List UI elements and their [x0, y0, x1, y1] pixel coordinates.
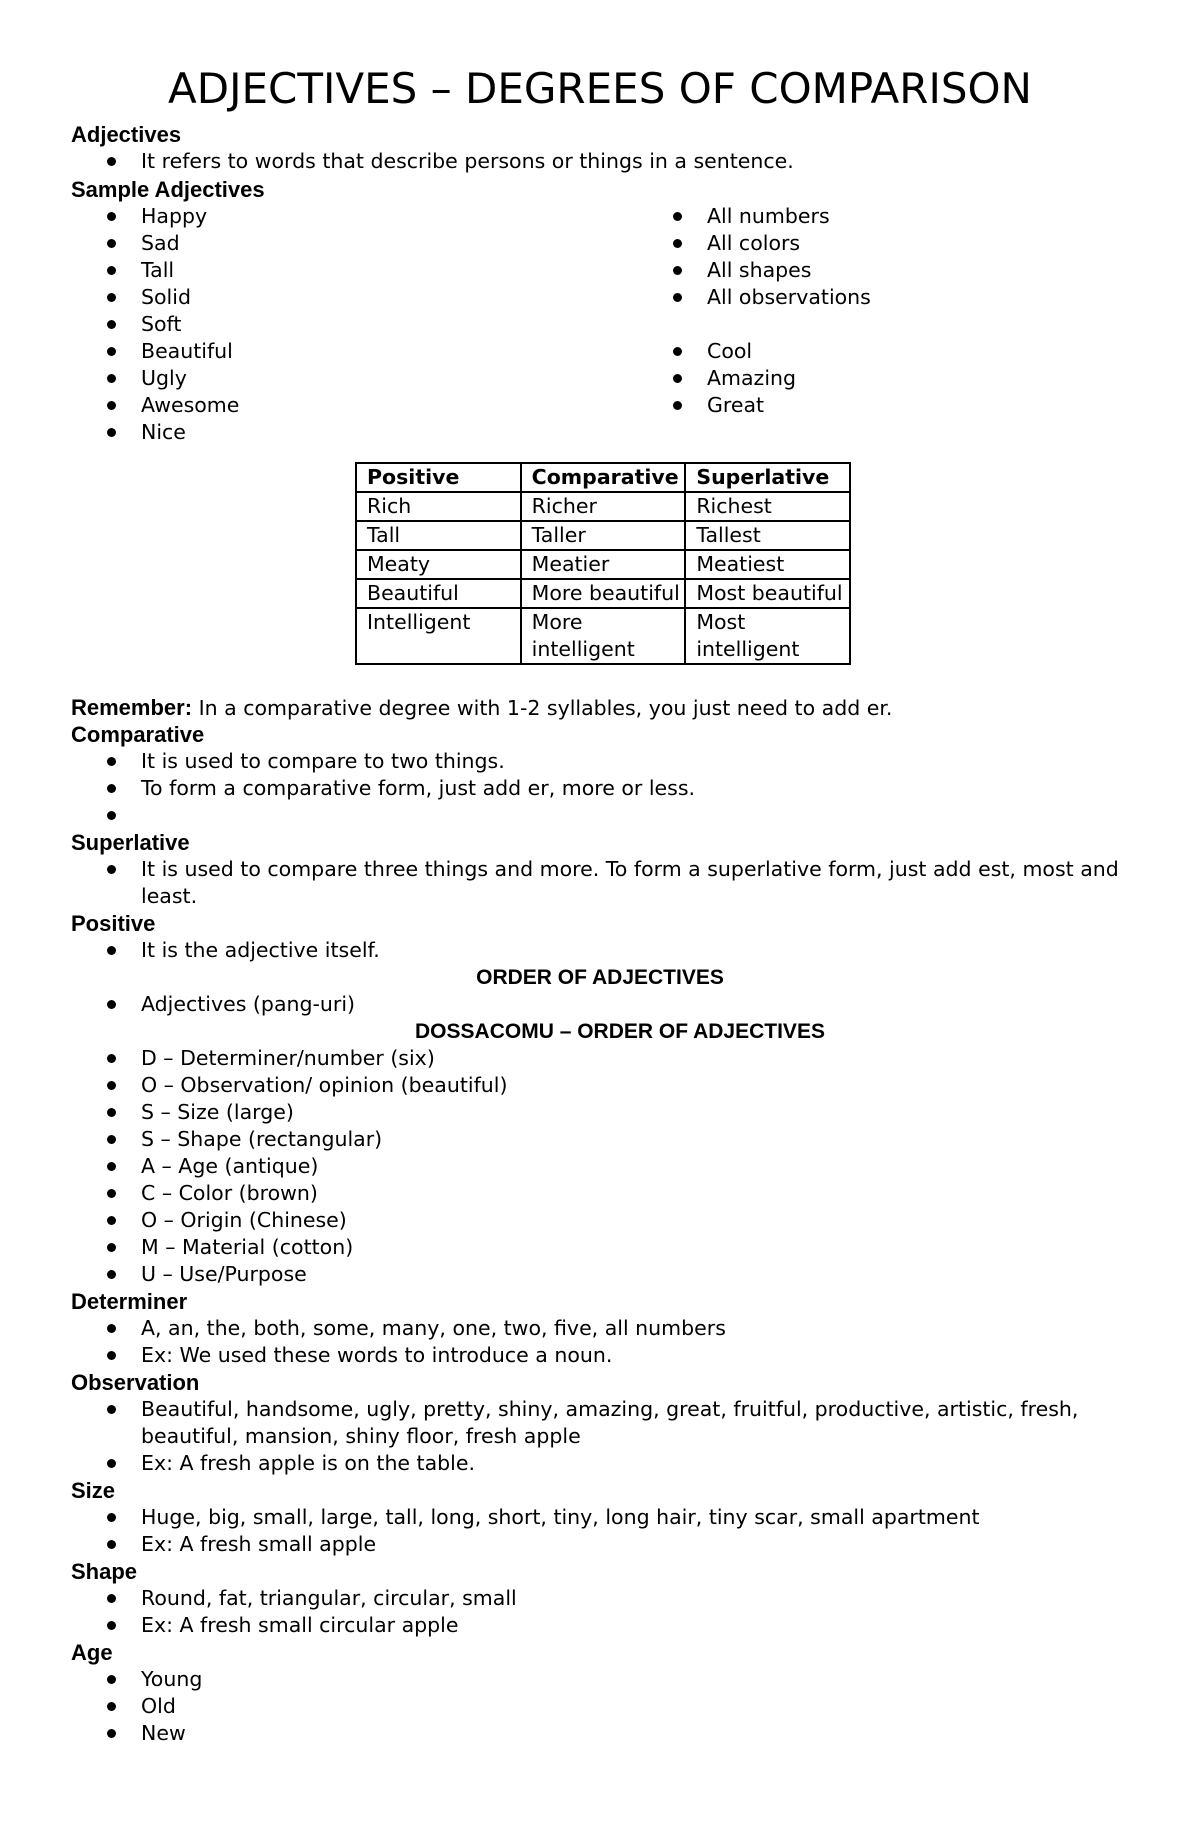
column-header: Comparative — [521, 463, 686, 492]
table-row — [356, 550, 850, 579]
table-cell: Taller — [521, 521, 686, 550]
remember-note — [71, 694, 892, 722]
list-item: Solid — [141, 284, 1141, 311]
degrees-of-comparison-table — [355, 462, 851, 665]
table-cell: Meatiest — [685, 550, 850, 579]
list-item: Round, fat, triangular, circular, small — [141, 1585, 1141, 1612]
list-item: Ex: We used these words to introduce a noun. — [141, 1342, 1141, 1369]
remember-label: Remember: — [71, 695, 193, 720]
table-cell: Beautiful — [356, 579, 521, 608]
column-header: Positive — [356, 463, 521, 492]
list-item: Young — [141, 1666, 1141, 1693]
list-item: Ugly — [141, 365, 1141, 392]
table-cell: Most beautiful — [685, 579, 850, 608]
table-cell: Richer — [521, 492, 686, 521]
list-item: It is the adjective itself. — [141, 937, 1141, 964]
section-heading-shape: Shape — [71, 1559, 138, 1584]
list-item: Ex: A fresh small apple — [141, 1531, 1141, 1558]
section-heading-age: Age — [71, 1640, 113, 1665]
list-item: All observations — [707, 284, 1127, 311]
list-item: To form a comparative form, just add er, more or less. — [141, 775, 1141, 802]
table-cell: Rich — [356, 492, 521, 521]
order-of-adjectives-heading: ORDER OF ADJECTIVES — [476, 966, 724, 989]
list-item: A – Age (antique) — [141, 1153, 1141, 1180]
table-cell: Meatier — [521, 550, 686, 579]
list-item: Beautiful — [141, 338, 1141, 365]
list-item: Huge, big, small, large, tall, long, short, tiny, long hair, tiny scar, small apartment — [141, 1504, 1141, 1531]
list-item: It refers to words that describe persons or things in a sentence. — [141, 148, 1141, 175]
section-heading-observation: Observation — [71, 1370, 200, 1395]
list-item: Ex: A fresh apple is on the table. — [141, 1450, 1141, 1477]
list-item: All numbers — [707, 203, 1127, 230]
list-item-empty — [141, 802, 1141, 829]
list-item: It is used to compare to two things. — [141, 748, 1141, 775]
list-item: Old — [141, 1693, 1141, 1720]
list-item: Sad — [141, 230, 1141, 257]
table-cell: Tall — [356, 521, 521, 550]
list-item: S – Shape (rectangular) — [141, 1126, 1141, 1153]
list-item: Great — [707, 392, 1127, 419]
dossacomu-heading: DOSSACOMU – ORDER OF ADJECTIVES — [415, 1020, 825, 1043]
section-heading-determiner: Determiner — [71, 1289, 188, 1314]
section-heading-superlative: Superlative — [71, 830, 190, 855]
table-row — [356, 492, 850, 521]
list-item: All shapes — [707, 257, 1127, 284]
table-row — [356, 579, 850, 608]
list-item: C – Color (brown) — [141, 1180, 1141, 1207]
list-item: S – Size (large) — [141, 1099, 1141, 1126]
section-heading-adjectives: Adjectives — [71, 122, 182, 147]
list-item: It is used to compare three things and more. To form a superlative form, just add est, most and least. — [141, 856, 1131, 910]
list-item: Soft — [141, 311, 1141, 338]
table-cell: Meaty — [356, 550, 521, 579]
column-header: Superlative — [685, 463, 850, 492]
table-cell: More intelligent — [521, 608, 686, 664]
list-item: M – Material (cotton) — [141, 1234, 1141, 1261]
section-heading-sample-adjectives: Sample Adjectives — [71, 177, 265, 202]
list-item: Adjectives (pang-uri) — [141, 991, 1141, 1018]
table-cell: Richest — [685, 492, 850, 521]
list-item: Happy — [141, 203, 1141, 230]
list-item: U – Use/Purpose — [141, 1261, 1141, 1288]
list-item: Beautiful, handsome, ugly, pretty, shiny, amazing, great, fruitful, productive, artistic, fresh, beautiful, mansion, shiny floor, fresh apple — [141, 1396, 1131, 1450]
table-cell: Intelligent — [356, 608, 521, 664]
section-heading-size: Size — [71, 1478, 116, 1503]
table-header-row — [356, 463, 850, 492]
list-item: Tall — [141, 257, 1141, 284]
list-item: O – Origin (Chinese) — [141, 1207, 1141, 1234]
list-item: Ex: A fresh small circular apple — [141, 1612, 1141, 1639]
list-item: Amazing — [707, 365, 1127, 392]
page-title: ADJECTIVES – DEGREES OF COMPARISON — [168, 64, 1032, 113]
section-heading-positive: Positive — [71, 911, 156, 936]
list-item: O – Observation/ opinion (beautiful) — [141, 1072, 1141, 1099]
list-item: A, an, the, both, some, many, one, two, five, all numbers — [141, 1315, 1141, 1342]
list-item: All colors — [707, 230, 1127, 257]
list-item: Nice — [141, 419, 1141, 446]
table-cell: More beautiful — [521, 579, 686, 608]
table-cell: Tallest — [685, 521, 850, 550]
remember-text: In a comparative degree with 1-2 syllables, you just need to add er. — [192, 696, 893, 720]
list-item: New — [141, 1720, 1141, 1747]
list-item: Cool — [707, 338, 1127, 365]
list-item: D – Determiner/number (six) — [141, 1045, 1141, 1072]
table-row — [356, 608, 850, 664]
section-heading-comparative: Comparative — [71, 722, 205, 747]
list-item: Awesome — [141, 392, 1141, 419]
table-cell: Most intelligent — [685, 608, 850, 664]
table-row — [356, 521, 850, 550]
